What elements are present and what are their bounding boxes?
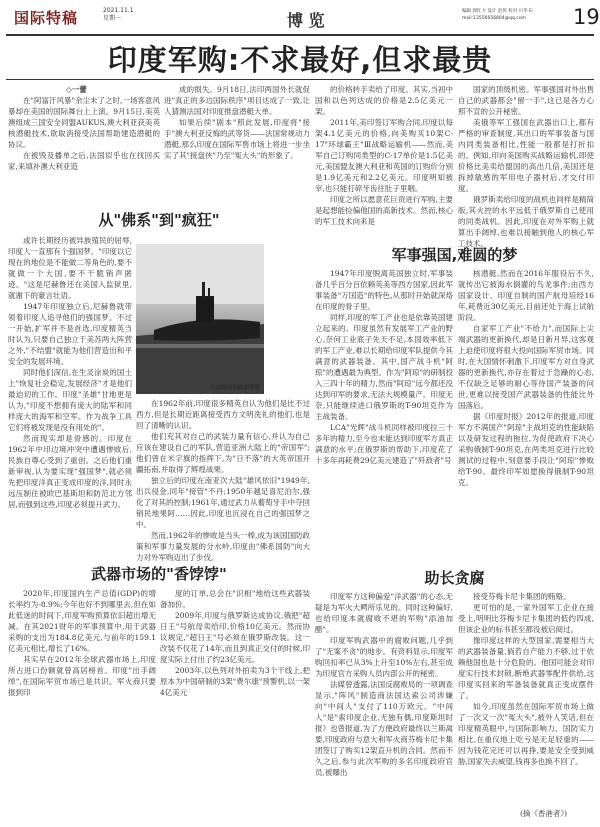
paragraph: 1947年印度独立后,尼赫鲁就带领着印度人追寻他们的强国梦。不过一开始,扩军并不是首选,印度精英当时认为,只要自己独立于美苏两大阵营之外,"不结盟"就能为他们营造出和平安全的发展环境。 [8, 302, 132, 366]
paragraph: 如今,印度虽然在国际军贸市场上做了一次又一次"冤大头",被外人笑话,但在印度精英眼中,与国际影响力、国防实力相比,在重仪地上吃亏是无足轻重的——因为钱花完还可以再挣,要是安全受到威胁,国家失去威望,钱再多也换不回了。 [458, 702, 594, 766]
photo-caption: 印度购买的轴旗潜艇 [210, 385, 260, 391]
weekday: 星期一 [103, 15, 122, 22]
headline-rule [6, 79, 594, 80]
paragraph: 更可怕的是,一家外国军工企业在接受上,明明比芬梅卡尼卡集团的低约四成,但该企业的标书甚至都没被启阅过。 [458, 603, 594, 634]
article-column [315, 268, 453, 558]
paragraph: 接受芬梅卡尼卡集团的贿赂。 [473, 592, 571, 601]
article-column [8, 588, 156, 820]
paragraph: 然而,1962年的惨败是当头一棒,成为该国国防政策和军事力量发展的分水岭,印度由"佛系国防"向大力对外军购迈出了步伐。 [136, 531, 310, 562]
masthead-rule [6, 34, 594, 36]
submarine-illustration [136, 244, 264, 394]
paragraph: 2011年,美印签订军购合同,印度以每架4.1亿美元的价格,向美购买10架C-17"环球霸王"Ⅲ战略运输机——然而,美军自己订购同类型的C-17单价是1.5亿美元,美国盟友澳大利亚和英国的订购价分别是1.9亿美元和2.2亿美元。印度明知被宰,也只能打碎牙齿往肚子里咽。 [315, 118, 453, 193]
article-column [8, 95, 160, 201]
article-column [315, 84, 453, 236]
subhead-corruption: 助长贪腐 [424, 569, 485, 587]
paragraph: 然而现实却是骨感的。印度在1962年中印边境冲突中遭遇惨败后,民族自尊心受到了重创。之后他们重新审视,认为要实现"强国梦",就必须先把印度洋真正变成印度的洋,同时永远压制住被欧巴基斯坦和防范北方邻居,而强到这些,印度必须提升武力。 [8, 434, 132, 509]
paragraph: 在"阿富汗风暴"余尘未了之时,一场客意风暴却在美国的国际舞台上上演。9月15日,美英澳组成三国安全同盟AUKUS,澳大利亚获美英核潜艇技术,欲取消接受法国帮助建造潜艇的协议。 [8, 96, 160, 149]
article-column [8, 235, 132, 558]
paragraph: 俄罗斯卖给印度的战机也同样是精简版,其火控的水平远低于俄罗斯自己使用的同类战机。因此,印度在对外军购上就算出手阔绰,也难以接触到他人的核心军工技术。 [458, 195, 594, 248]
paragraph: 美俄等军工强国在武器出口上,都有严格的审查制度,其出口的军事装备与国内同类装备相比,性能一般都是打折扣的。例如,印向美国购买战略运输机,即使价格比美卖给盟国的高出几倍,美国还是拆掉敏感的军用电子器材后,才交付印度。 [458, 118, 594, 193]
paragraph: 在被毁及播单之后,法国似乎也在找回买家,来填补澳大利亚造 [8, 151, 160, 171]
page-number: 19 [573, 5, 600, 29]
article-column [458, 268, 594, 558]
paragraph: 成的损失。9月18日,法印两国外长就促进"真正的多边国际秩序"项目达成了一致,让人猜测法国对印度推盘潜艇大单。 [164, 85, 310, 116]
source-credit: (摘《香港者》) [520, 809, 568, 818]
newspaper-logo: 国际特稿 [14, 9, 79, 27]
paragraph: 2009年,印度与俄罗斯达成协议,俄把"超日王"号航母卖给印,价格10亿美元。然而协议规定,"超日王"号必须在俄罗斯改装。这一改装不仅花了14年,而且到真正交付的时候,印度实际上付出了约23亿美元。 [160, 611, 310, 664]
paragraph: 的价格转手卖给了印度。其实,当初中国和以色列达成的价格是2.5亿美元一架。 [315, 85, 453, 116]
paragraph: 他们充其对自己的武装力量有信心,并认为自己应该在建设自己的军队,营造亚洲大陆上的"帝国军";他们曾在米字旗的指挥下,为"日不落"的大英帝国开疆拓南,并取得了辉煌战果。 [136, 432, 310, 474]
editor-credits: 编辑 郭红力 设计 赵伟 校对 川华 E-mail:13556656804@qq.com [462, 9, 534, 21]
masthead [6, 4, 600, 34]
subhead-military-power: 军事强国,难圆的梦 [391, 246, 518, 264]
article-column [315, 591, 453, 821]
submarine-photo [136, 244, 264, 394]
paragraph: 2003年,以色列对外拍卖为3个干线上,把原本为中国研制的3架"费尔康"预警机,以一架4亿美元 [160, 666, 310, 697]
paragraph: 度的订单,总会在"识相"地给这些武器装备加价。 [160, 589, 310, 609]
article-column [160, 588, 310, 820]
article-column [458, 591, 594, 807]
paragraph: 或许长期经历被异族殖民的屈辱,印度人一直那有个强国梦。"印度以它现在的地位是不能做二等角色的,要不就做一个大国,要不干脆销声匿迹。"这是尼赫鲁还在美国入监狱里,就谢下的豪言壮语。 [8, 236, 132, 300]
headline: 印度军购:不求最好,但求最贵 [107, 43, 493, 77]
subhead-from-buddhist-to-crazy: 从"佛系"到"疯狂" [98, 211, 220, 229]
paragraph: 印度军购武器中的腐败问题,几乎到了"无案不贪"的地步。有资料显示,印度军购回扣率已从3%上升至10%左右,甚至成为印度官方采购人员内部公开的秘密。 [315, 636, 453, 678]
paragraph: 在1962年前,印度很多精英自认为他们是比不过西方,但是长期近距离接受西方文明洗礼的他们,也是回了清晰的认识。 [136, 399, 310, 430]
paragraph: 像印度这样的大型国家,需要相当大的武器装备量,倘若自产能力不够,过于依赖他国也是十分危险的。他国可能会对印度实行技术封锁,断绝武器零配件供给,这印度买回来的军备装备就真正变成摆件了。 [458, 636, 594, 700]
issue-date [103, 7, 134, 23]
subhead-arms-market: 武器市场的"香饽饽" [91, 565, 227, 583]
paragraph: 自家军工产业"不给力",而国际上尖端武器的更新换代,却是日新月异,这客观上迫使印度将很大投向国际军贸市场。同时,在大国情怀刺激下,印度军方对自身武器的更新换代,亦存在着过于急躁的心态,不仅缺乏足够的耐心等待国产装备的问世,更难以接受国产武器装备的性能比外国落后。 [458, 324, 594, 410]
paragraph: 1947年印度脱离英国独立时,军事装备几乎百分百依赖英美等西方国家,因此军事装备"万国造"的特色,从那时开始就深烙在印度的骨子里。 [315, 269, 453, 311]
article-column [136, 398, 310, 562]
section-title: 博 览 [287, 11, 325, 30]
paragraph: 国家的顶级机密。军事强国对外出售自己的武器都会"留一手",这已是各方心照不宣的公开秘密。 [458, 85, 594, 116]
article-column [458, 84, 594, 248]
article-column [164, 84, 310, 201]
paragraph: 同样,印度的军工产业也是依靠英国建立起来的。印度虽然有发展军工产业的野心,奈何工业底子先天不足,本国效率低下的军工产业,难以长期给印度军队提供今其满意的武器装备。其中,国产战斗机"阿琼"的遭遇最为典型。作为"阿琼"的研制投入三四十年的精力,然而"阿琼"远今都还没达到印军的要求,无法大规模量产。印度无奈,只能继续进口俄罗斯的T-90坦克作为主战装备。 [315, 313, 453, 421]
paragraph: 法媒曾透露,法国反腐败局的一项调查显示,"阵风"制造商法国达索公司涉嫌向"中间人"支付了110万欧元。"中间人"是"索印度企业,无独有偶,印度斯坦时报》也曾报道,为了方便政府最终以兰斯离要,印度政府与意大利军火商芬梅卡尼卡集团签订了购买12架直升机的合同。然而不久之后,参与此次军购的多名印度政府官员,被曝出 [315, 680, 453, 777]
paragraph: 核潜艇,然而在2016年服役后不久,就传出它被海水倒灌的鸟龙事件;由西方国家设计、印度自制的国产航母培经16年,耗费近30亿美元,目前还处于海上试航阶段。 [458, 269, 594, 322]
paragraph: 印度军方这种偏爱"洋武器"的心态,无疑是为军火大鳄所乐见的。同时这种偏好,也给印度本就腐败不堪的军购"添油加醋"。 [315, 592, 453, 634]
author-byline: ◇一蕾 [66, 85, 87, 94]
paragraph: 独立后的印度在南亚次大陆"雄风依旧"1949年,出兵侵金,同年"接管"不丹;1950年越足喜尼泊尔,强化了对其的控制;1961年,通过武力从葡萄牙手中夺回销民地果阿……因此,印度也沉浸在自己的强国梦之中。 [136, 476, 310, 529]
paragraph: 印度之所以愿意花巨资进行军购,主要是起想能捡偏他国的高新技术。然而,核心的军工技术向来是 [315, 195, 453, 226]
date: 2021.11.1 [103, 7, 134, 14]
paragraph: 如果后续"剧本"照此发展,印度将"接手"澳大利亚反悔的武等货——法国常规动力潜艇,那么印度在国际军售市场上将进一步坐实了其"接盘侠"乃至"冤大头"的形象了。 [164, 118, 310, 160]
paragraph: 2020年,印度国内生产总值(GDP)的增长率约为-8.9%;今年也好不到哪里去,但在如此低迷的时间下,印度军购预算依旧超出增无减。在其2021财年的军事预算中,用于武器采购的支出为184.8亿美元,与前年的159.1亿美元相比,增长了16%。 [8, 589, 156, 653]
paragraph: 其实早在2012年全球武器市场上,印度所占进口份额就曾高居榜首。印度"出手阔绰",在国际军贸市场已是共识。军火商只要报到印 [8, 655, 156, 697]
paragraph: 据《印度时报》2012年的报道,印度军方不满国产"阿琼"主战坦克的性能缺陷以及研发过程的拖拉,为促使政府下决心采购俄制T-90坦克,在两类坦克进行比较测试的过程中,刻意要手段让"阿琼"惨败给T-90。最终印军如愿换得俄制T-90坦克。 [458, 412, 594, 487]
paragraph: 同时他们深信,在生灵涂炭的国土上"恢复社会稳定,发展经济"才是他们最迫切的工作。印度"圣雄"甘地更是认为,"印度不想拥有庞大的陆军和同样庞大的海军和空军。作为战争工具它们将被发现是没有用处的"。 [8, 368, 132, 432]
paragraph: LCA"光辉"战斗机同样被印度拉三十多年的精力,至今也未能达到印度军方真正满意的水平;在俄罗斯的帮助下,印度花了十多年再耗费29亿美元建造了"歼敌者"号 [315, 423, 453, 465]
